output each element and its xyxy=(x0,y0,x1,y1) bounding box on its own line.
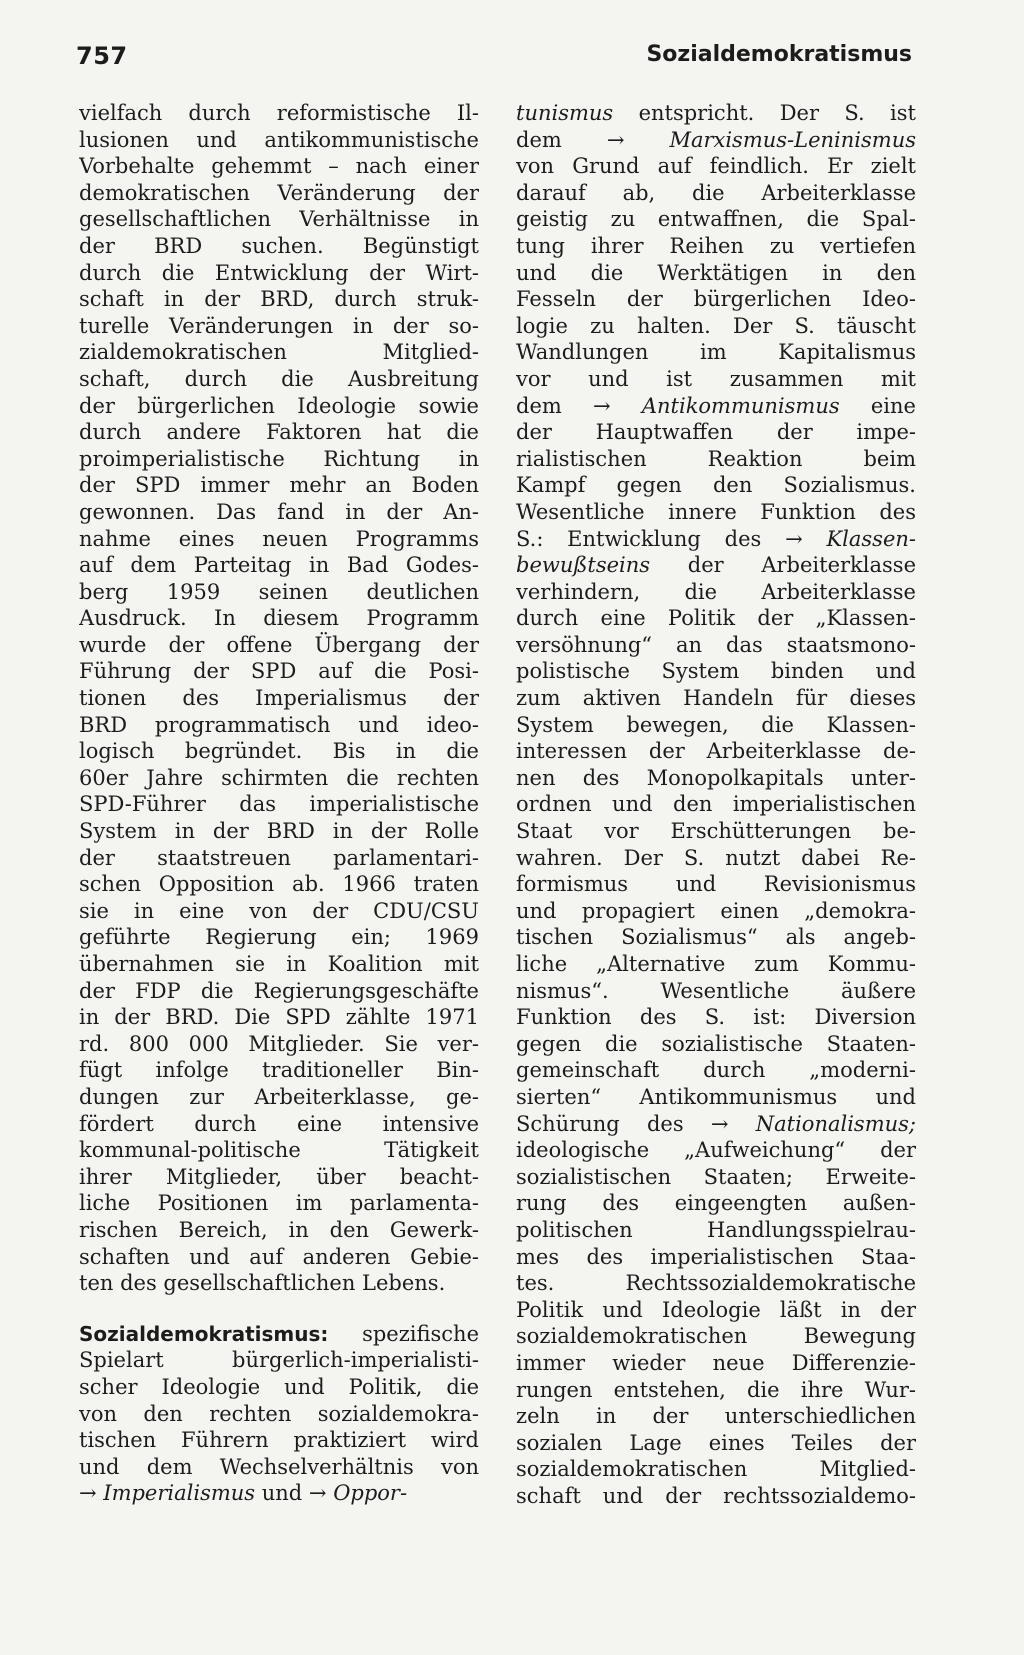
text-line: nen des Monopolkapitals unter- xyxy=(516,765,916,790)
text-line: dungen zur Arbeiterklasse, ge- xyxy=(79,1084,479,1109)
arrow-reference-icon: → xyxy=(593,393,642,418)
text-line: formismus und Revisionismus xyxy=(516,872,916,897)
text-line: logie zu halten. Der S. täuscht xyxy=(516,313,916,338)
text-line: gesellschaftlichen Verhältnisse in xyxy=(79,207,479,232)
text-line: von Grund auf feindlich. Er zielt xyxy=(516,154,916,179)
text-line: Staat vor Erschütterungen be- xyxy=(516,819,916,844)
text-line: tischen Führern praktiziert wird xyxy=(79,1428,479,1453)
text-line: übernahmen sie in Koalition mit xyxy=(79,952,479,976)
text-line: wurde der offene Übergang der xyxy=(79,632,479,657)
text-line: fördert durch eine intensive xyxy=(79,1111,479,1136)
text-line: schen Opposition ab. 1966 traten xyxy=(79,872,479,897)
text-line: sozialistischen Staaten; Erweite- xyxy=(516,1164,916,1189)
line-text: entspricht. Der S. ist xyxy=(613,101,916,125)
text-line xyxy=(516,526,916,553)
text-line: 60er Jahre schirmten die rechten xyxy=(79,765,479,790)
text-line: geführte Regierung ein; 1969 xyxy=(79,925,479,950)
line-text: dem xyxy=(516,393,594,418)
left-paragraph-continuation xyxy=(79,100,479,1297)
text-line: sozialdemokratischen Bewegung xyxy=(516,1324,916,1349)
text-line: System bewegen, die Klassen- xyxy=(516,712,916,737)
text-line: versöhnung“ an das staatsmono- xyxy=(516,632,916,657)
text-line: immer wieder neue Differenzie- xyxy=(516,1350,916,1375)
text-line: mes des imperialistischen Staa- xyxy=(516,1244,916,1269)
text-line: liche Positionen im parlamenta- xyxy=(79,1191,479,1216)
text-line: rungen entstehen, die ihre Wur- xyxy=(516,1377,916,1402)
text-line: ordnen und den imperialistischen xyxy=(516,792,916,817)
text-line: gegen die sozialistische Staaten- xyxy=(516,1031,916,1056)
cross-reference-marxismus-leninismus: Marxismus-Leninismus xyxy=(669,127,916,152)
cross-reference-imperialismus: Imperialismus xyxy=(103,1481,256,1506)
text-line: der Hauptwaffen der impe- xyxy=(516,420,916,445)
text-line: nahme eines neuen Programms xyxy=(79,526,479,551)
text-line: polistische System binden und xyxy=(516,659,916,684)
text-line: gewonnen. Das fand in der An- xyxy=(79,499,479,524)
text-line: BRD programmatisch und ideo- xyxy=(79,712,479,737)
text-line: sozialen Lage eines Teiles der xyxy=(516,1430,916,1455)
text-line: der FDP die Regierungsgeschäfte xyxy=(79,978,479,1003)
text-line: ten des gesellschaftlichen Lebens. xyxy=(79,1271,446,1296)
page-number: 757 xyxy=(76,42,128,70)
text-line: zum aktiven Handeln für dieses xyxy=(516,686,916,711)
text-line: und die Werktätigen in den xyxy=(516,260,916,285)
text-line: sozialdemokratischen Mitglied- xyxy=(516,1457,916,1482)
text-line: logisch begründet. Bis in die xyxy=(79,739,479,764)
text-line: schaft, durch die Ausbreitung xyxy=(79,366,479,391)
arrow-reference-icon: → xyxy=(710,1111,756,1136)
left-column xyxy=(79,100,479,1507)
text-line: sie in eine von der CDU/CSU xyxy=(79,898,479,923)
text-line: Wesentliche innere Funktion des xyxy=(516,499,916,524)
text-line: Wandlungen im Kapitalismus xyxy=(516,340,916,365)
text-line: vielfach durch reformistische Il- xyxy=(79,101,479,125)
text-line: tung ihrer Reihen zu vertiefen xyxy=(516,233,916,258)
paragraph-gap xyxy=(79,1297,479,1321)
cross-reference-opportunismus: Oppor- xyxy=(333,1481,408,1506)
text-line: SPD-Führer das imperialistische xyxy=(79,792,479,817)
text-line: rischen Bereich, in den Gewerk- xyxy=(79,1217,479,1242)
text-line: verhindern, die Arbeiterklasse xyxy=(516,579,916,604)
text-line: der bürgerlichen Ideologie sowie xyxy=(79,393,479,418)
text-line: durch andere Faktoren hat die xyxy=(79,420,479,445)
cross-reference-nationalismus: Nationalismus; xyxy=(755,1111,916,1136)
text-line: interessen der Arbeiterklasse de- xyxy=(516,739,916,764)
text-line: ideologische „Aufweichung“ der xyxy=(516,1138,916,1163)
entry-definition xyxy=(79,1347,479,1480)
line-text: dem xyxy=(516,127,607,152)
text-line: gemeinschaft durch „moderni- xyxy=(516,1058,916,1083)
text-line xyxy=(516,127,916,154)
text-line: und dem Wechselverhältnis von xyxy=(79,1454,479,1479)
text-line: fügt infolge traditioneller Bin- xyxy=(79,1058,479,1083)
text-line: schaften und auf anderen Gebie- xyxy=(79,1244,479,1269)
text-line: System in der BRD in der Rolle xyxy=(79,819,479,844)
text-line: ihrer Mitglieder, über beacht- xyxy=(79,1164,479,1189)
text-line: lusionen und antikommunistische xyxy=(79,127,479,152)
line-text: Schürung des xyxy=(516,1111,711,1136)
arrow-reference-icon: → xyxy=(606,127,670,152)
text-line: liche „Alternative zum Kommu- xyxy=(516,952,916,976)
text-line: Kampf gegen den Sozialismus. xyxy=(516,473,916,498)
text-line: tischen Sozialismus“ als angeb- xyxy=(516,925,916,950)
text-line xyxy=(516,100,916,127)
arrow-reference-icon: → xyxy=(308,1481,334,1506)
text-line xyxy=(516,1111,916,1138)
text-line: Fesseln der bürgerlichen Ideo- xyxy=(516,287,916,312)
text-line: Vorbehalte gehemmt – nach einer xyxy=(79,154,479,179)
cross-reference-klassenbewusstsein: Klassen- xyxy=(826,526,916,551)
text-line: durch die Entwicklung der Wirt- xyxy=(79,260,479,285)
cross-reference-opportunismus-cont: tunismus xyxy=(516,101,614,125)
text-line xyxy=(516,552,916,579)
text-line: schaft und der rechtssozialdemo- xyxy=(516,1483,916,1508)
text-line: tes. Rechtssozialdemokratische xyxy=(516,1271,916,1296)
text-line: auf dem Parteitag in Bad Godes- xyxy=(79,553,479,578)
text-line: vor und ist zusammen mit xyxy=(516,366,916,391)
text-line: berg 1959 seinen deutlichen xyxy=(79,579,479,604)
line-text: S.: Entwicklung des xyxy=(516,526,786,551)
line-text: und xyxy=(255,1481,309,1506)
text-line: und propagiert einen „demokra- xyxy=(516,898,916,923)
text-line: Funktion des S. ist: Diversion xyxy=(516,1005,916,1030)
text-line: von den rechten sozialdemokra- xyxy=(79,1401,479,1426)
line-text: eine xyxy=(839,393,916,418)
text-line: der SPD immer mehr an Boden xyxy=(79,473,479,498)
text-line xyxy=(516,393,916,420)
cross-reference-klassenbewusstsein-cont: bewußtseins xyxy=(516,553,651,578)
arrow-reference-icon: → xyxy=(79,1481,104,1506)
text-line: wahren. Der S. nutzt dabei Re- xyxy=(516,845,916,870)
text-line: kommunal-politische Tätigkeit xyxy=(79,1138,479,1163)
running-head: Sozialdemokratismus xyxy=(646,42,912,67)
text-line: rd. 800 000 Mitglieder. Sie ver- xyxy=(79,1031,479,1056)
text-line: proimperialistische Richtung in xyxy=(79,446,479,471)
text-line: der BRD suchen. Begünstigt xyxy=(79,233,479,258)
text-line: Ausdruck. In diesem Programm xyxy=(79,606,479,631)
text-line: rialistischen Reaktion beim xyxy=(516,446,916,471)
text-line: sierten“ Antikommunismus und xyxy=(516,1084,916,1109)
entry-term: Sozialdemokratismus: xyxy=(79,1321,329,1346)
text-line: schaft in der BRD, durch struk- xyxy=(79,287,479,312)
text-line: nismus“. Wesentliche äußere xyxy=(516,978,916,1003)
text-line: durch eine Politik der „Klassen- xyxy=(516,606,916,631)
text-line: tionen des Imperialismus der xyxy=(79,686,479,711)
text-line: Führung der SPD auf die Posi- xyxy=(79,659,479,684)
text-line: der staatstreuen parlamentari- xyxy=(79,845,479,870)
text-line: geistig zu entwaffnen, die Spal- xyxy=(516,207,916,232)
entry-first-line-text: spezifische xyxy=(328,1321,479,1346)
text-line: turelle Veränderungen in der so- xyxy=(79,313,479,338)
right-column xyxy=(516,100,916,1509)
text-line: in der BRD. Die SPD zählte 1971 xyxy=(79,1005,479,1030)
line-text: der Arbeiterklasse xyxy=(650,553,916,578)
text-line: zialdemokratischen Mitglied- xyxy=(79,340,479,365)
text-line: rung des eingeengten außen- xyxy=(516,1191,916,1216)
text-line: zeln in der unterschiedlichen xyxy=(516,1404,916,1429)
arrow-reference-icon: → xyxy=(785,526,827,551)
text-line: scher Ideologie und Politik, die xyxy=(79,1374,479,1399)
cross-reference-antikommunismus: Antikommunismus xyxy=(641,393,840,418)
text-line: Spielart bürgerlich-imperialisti- xyxy=(79,1348,479,1373)
text-line: politischen Handlungsspielrau- xyxy=(516,1217,916,1242)
text-line: demokratischen Veränderung der xyxy=(79,180,479,205)
text-line: darauf ab, die Arbeiterklasse xyxy=(516,180,916,205)
text-line: Politik und Ideologie läßt in der xyxy=(516,1297,916,1322)
entry-last-line xyxy=(79,1480,479,1507)
page-header xyxy=(76,42,912,82)
entry-first-line xyxy=(79,1321,479,1348)
